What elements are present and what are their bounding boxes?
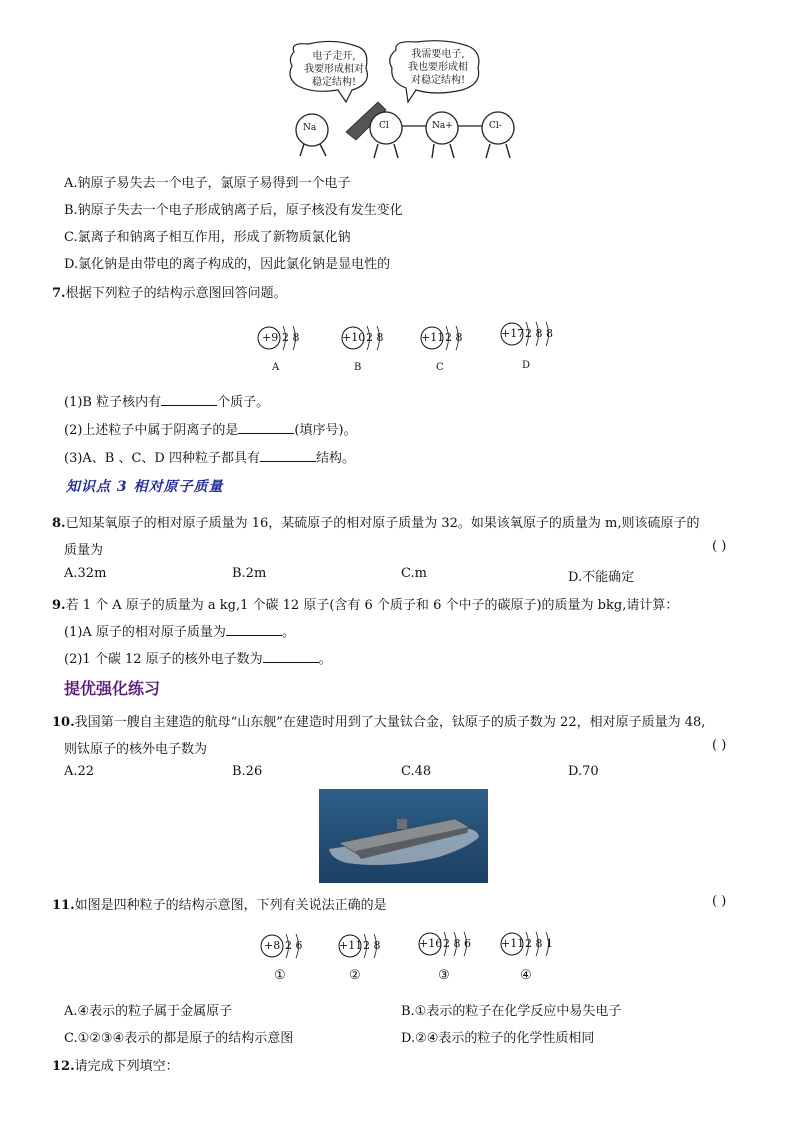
bubble-right-line: 我也要形成相 xyxy=(408,62,468,73)
q11-diagram-1-nucleus: +8 xyxy=(264,939,281,952)
bubble-right-text xyxy=(396,48,480,87)
q11-structure-diagrams xyxy=(254,928,564,990)
q9-sub2 xyxy=(64,648,332,667)
q8-option-d: D.不能确定 xyxy=(568,570,635,585)
q11-diagram-4-label: ④ xyxy=(520,968,532,983)
q11-answer-paren: ( ) xyxy=(712,894,727,909)
q11-diagram-3-shells: 2 8 6 xyxy=(443,937,471,950)
q6-option-c: C.氯离子和钠离子相互作用，形成了新物质氯化钠 xyxy=(64,230,351,245)
q7-sub1-post: 个质子。 xyxy=(217,395,270,410)
q8-option-b: B.2m xyxy=(232,566,267,581)
q7-sub2-blank[interactable] xyxy=(238,421,294,434)
bubble-right-line: 对稳定结构! xyxy=(410,75,466,86)
q11-diagram-2-nucleus: +11 xyxy=(339,939,363,952)
q8-stem-text: 已知某氧原子的相对原子质量为 16，某硫原子的相对原子质量为 32。如果该氧原子的质量为 m,则该硫原子的 xyxy=(65,516,700,531)
q11-option-b: B.①表示的粒子在化学反应中易失电子 xyxy=(401,1004,622,1019)
q10-answer-paren: ( ) xyxy=(712,738,727,753)
q9-sub2-pre: (2)1 个碳 12 原子的核外电子数为 xyxy=(64,652,263,667)
q9-stem-text: 若 1 个 A 原子的质量为 a kg,1 个碳 12 原子(含有 6 个质子和 6 个中子的碳原子)的质量为 bkg,请计算： xyxy=(65,598,679,613)
aircraft-carrier-graphic xyxy=(319,789,488,883)
q11-diagram-1-shells: 2 6 xyxy=(285,939,303,952)
q12-number: 12. xyxy=(52,1059,75,1074)
q7-sub2 xyxy=(64,419,357,438)
q10-option-a: A.22 xyxy=(64,764,95,779)
q11-option-d: D.②④表示的粒子的化学性质相同 xyxy=(401,1031,595,1046)
q10-option-c: C.48 xyxy=(401,764,432,779)
q8-answer-paren: ( ) xyxy=(712,539,727,554)
q7-number: 7. xyxy=(52,286,66,301)
q11-diagram-3-nucleus: +16 xyxy=(419,937,443,950)
q7-stem-text: 根据下列粒子的结构示意图回答问题。 xyxy=(65,286,287,301)
q7-sub1 xyxy=(64,391,269,410)
q7-sub3-pre: (3)A、B 、C、D 四种粒子都具有 xyxy=(64,451,260,466)
q11-diagram-1-label: ① xyxy=(274,968,286,983)
q7-diagram-a-shells: 2 8 xyxy=(282,331,300,344)
q10-stem-line2: 则钛原子的核外电子数为 xyxy=(64,742,208,757)
section-heading-knowledge-3: 知识点 3 相对原子质量 xyxy=(66,479,224,495)
q10-stem-line1 xyxy=(52,711,705,730)
q7-diagram-a-nucleus: +9 xyxy=(262,331,279,344)
q9-sub2-post: 。 xyxy=(318,652,332,667)
q7-diagram-c-label: C xyxy=(436,362,444,373)
q10-number: 10. xyxy=(52,715,75,730)
q7-diagram-c-nucleus: +11 xyxy=(421,331,445,344)
q12-stem-text: 请完成下列填空： xyxy=(74,1059,179,1074)
q7-diagram-b-shells: 2 8 xyxy=(366,331,384,344)
q10-option-d: D.70 xyxy=(568,764,599,779)
bubble-right-line: 我需要电子, xyxy=(411,49,465,60)
q9-number: 9. xyxy=(52,598,66,613)
q7-stem xyxy=(52,282,287,301)
particle-label-cl-ion: Cl- xyxy=(489,121,502,131)
q11-diagram-4-shells: 2 8 1 xyxy=(525,937,553,950)
q8-option-a: A.32m xyxy=(64,566,107,581)
q8-number: 8. xyxy=(52,516,66,531)
bubble-left-line: 稳定结构! xyxy=(311,77,357,88)
particle-label-na: Na xyxy=(303,123,317,133)
q9-sub1 xyxy=(64,621,295,640)
q7-diagram-d-shells: 2 8 8 xyxy=(525,327,553,340)
q11-stem xyxy=(52,894,387,913)
q11-diagram-2-label: ② xyxy=(349,968,361,983)
q7-sub2-post: (填序号)。 xyxy=(294,423,357,438)
q11-option-a: A.④表示的粒子属于金属原子 xyxy=(64,1004,233,1019)
bubble-left-line: 我要形成相对 xyxy=(304,64,364,75)
q9-sub1-pre: (1)A 原子的相对原子质量为 xyxy=(64,625,226,640)
q7-sub1-pre: (1)B 粒子核内有 xyxy=(64,395,162,410)
q6-option-d: D.氯化钠是由带电的离子构成的，因此氯化钠是显电性的 xyxy=(64,257,391,272)
q10-option-b: B.26 xyxy=(232,764,263,779)
q8-option-c: C.m xyxy=(401,566,427,581)
particle-label-cl: Cl xyxy=(379,121,389,131)
q7-sub1-blank[interactable] xyxy=(161,393,217,406)
q11-option-c: C.①②③④表示的都是原子的结构示意图 xyxy=(64,1031,294,1046)
q8-stem-line2: 质量为 xyxy=(64,543,104,558)
q12-stem xyxy=(52,1055,179,1074)
q6-option-a: A.钠原子易失去一个电子，氯原子易得到一个电子 xyxy=(64,176,351,191)
q11-number: 11. xyxy=(52,898,75,913)
aircraft-carrier-photo xyxy=(319,789,488,883)
q9-sub2-blank[interactable] xyxy=(263,650,319,663)
q7-diagram-b-label: B xyxy=(354,362,362,373)
q7-sub3 xyxy=(64,447,355,466)
q7-sub3-post: 结构。 xyxy=(316,451,356,466)
cartoon-illustration xyxy=(286,40,526,162)
q7-diagram-d-label: D xyxy=(522,360,531,371)
section-heading-practice: 提优强化练习 xyxy=(64,679,161,698)
q11-stem-text: 如图是四种粒子的结构示意图，下列有关说法正确的是 xyxy=(74,898,387,913)
q7-diagram-a-label: A xyxy=(272,362,280,373)
q9-sub1-blank[interactable] xyxy=(226,623,282,636)
q9-sub1-post: 。 xyxy=(281,625,295,640)
q7-diagram-c-shells: 2 8 xyxy=(445,331,463,344)
q7-diagram-d-nucleus: +17 xyxy=(501,327,525,340)
particle-label-na-ion: Na+ xyxy=(432,121,453,131)
q11-diagram-3-label: ③ xyxy=(438,968,450,983)
q9-stem xyxy=(52,594,678,613)
bubble-left-line: 电子走开, xyxy=(312,51,356,62)
bubble-left-text xyxy=(298,50,370,89)
q8-stem-line1 xyxy=(52,512,700,531)
q6-option-b: B.钠原子失去一个电子形成钠离子后，原子核没有发生变化 xyxy=(64,203,403,218)
q7-sub2-pre: (2)上述粒子中属于阴离子的是 xyxy=(64,423,239,438)
q7-diagram-b-nucleus: +10 xyxy=(342,331,366,344)
q10-stem-text: 我国第一艘自主建造的航母“山东舰”在建造时用到了大量钛合金，钛原子的质子数为 22，相对原子质量为 48, xyxy=(74,715,706,730)
q7-sub3-blank[interactable] xyxy=(260,449,316,462)
q11-diagram-4-nucleus: +11 xyxy=(501,937,525,950)
q7-structure-diagrams xyxy=(250,318,570,378)
q11-diagram-2-shells: 2 8 xyxy=(363,939,381,952)
